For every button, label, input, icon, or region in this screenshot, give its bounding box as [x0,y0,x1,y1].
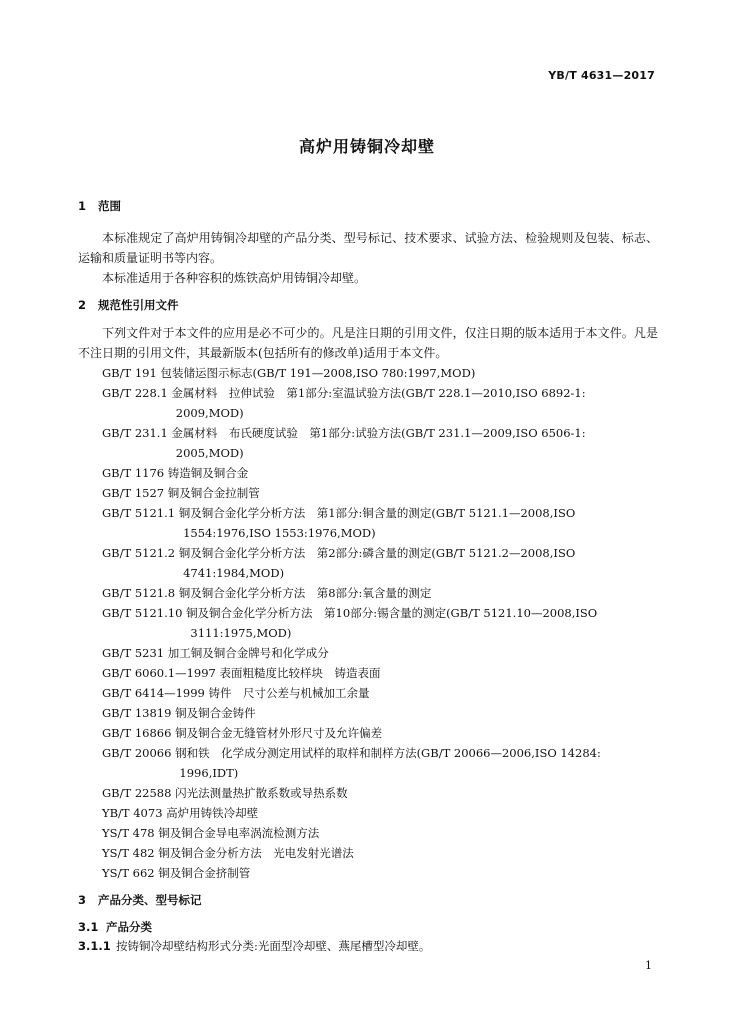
reference-code: GB/T 5121.2 [102,546,176,560]
section-number: 1 [78,199,87,213]
references-intro: 下列文件对于本文件的应用是必不可少的。凡是注日期的引用文件，仅注日期的版本适用于本文件。凡是不注日期的引用文件，其最新版本(包括所有的修改单)适用于本文件。 [78,326,658,360]
clause-3-1-1 [78,937,658,956]
page-number: 1 [645,959,652,972]
reference-title: 高炉用铸铁冷却壁 [166,806,259,820]
section-title: 产品分类、型号标记 [98,893,202,907]
reference-code: GB/T 13819 [102,706,172,720]
section-number: 3 [78,893,87,907]
reference-item [78,423,658,463]
reference-code: YB/T 4073 [102,806,163,820]
reference-title: 铜及铜合金导电率涡流检测方法 [158,826,320,840]
reference-title: 铜及铜合金化学分析方法 第10部分:锡含量的测定(GB/T 5121.10—2008,ISO [186,606,598,620]
section-3-1-heading [78,918,658,937]
document-body [78,197,658,956]
reference-code: GB/T 20066 [102,746,172,760]
reference-code: YS/T 662 [102,866,155,880]
reference-code: GB/T 5121.10 [102,606,183,620]
reference-code: GB/T 5231 [102,646,165,660]
reference-code: GB/T 1527 [102,486,165,500]
standard-number: YB/T 4631—2017 [548,69,655,82]
reference-item [78,743,658,783]
scope-paragraph-1: 本标准规定了高炉用铸铜冷却壁的产品分类、型号标记、技术要求、试验方法、检验规则及包装、标志、运输和质量证明书等内容。 [78,231,658,265]
reference-item [78,723,658,743]
reference-code: GB/T 1176 [102,466,165,480]
reference-continuation: 2005,MOD) [175,446,244,460]
reference-code: GB/T 16866 [102,726,172,740]
reference-item [78,863,658,883]
reference-title: 钢和铁 化学成分测定用试样的取样和制样方法(GB/T 20066—2006,ISO 14284: [175,746,601,760]
reference-title: 铜及铜合金挤制管 [158,866,251,880]
reference-title: 闪光法测量热扩散系数或导热系数 [175,786,348,800]
reference-title: 表面粗糙度比较样块 铸造表面 [219,666,381,680]
clause-number: 3.1.1 [78,939,111,953]
reference-continuation: 3111:1975,MOD) [190,626,292,640]
reference-title: 铜及铜合金化学分析方法 第8部分:氧含量的测定 [178,586,432,600]
section-title: 范围 [98,199,121,213]
reference-code: GB/T 228.1 [102,386,168,400]
clause-text: 按铸铜冷却壁结构形式分类:光面型冷却壁、燕尾槽型冷却壁。 [116,939,431,953]
reference-code: YS/T 478 [102,826,155,840]
reference-code: GB/T 22588 [102,786,172,800]
section-title: 规范性引用文件 [98,298,179,312]
reference-item [78,543,658,583]
reference-item [78,503,658,543]
reference-item [78,383,658,423]
reference-code: GB/T 6060.1—1997 [102,666,216,680]
section-number: 2 [78,298,87,312]
reference-item [78,703,658,723]
section-title: 产品分类 [106,920,152,934]
reference-title: 铜及铜合金分析方法 光电发射光谱法 [158,846,354,860]
reference-item [78,463,658,483]
section-3-heading [78,891,658,910]
reference-item [78,843,658,863]
reference-title: 铜及铜合金化学分析方法 第1部分:铜含量的测定(GB/T 5121.1—2008,ISO [178,506,576,520]
reference-title: 包装储运图示标志(GB/T 191—2008,ISO 780:1997,MOD) [160,366,476,380]
reference-continuation: 1996,IDT) [179,766,239,780]
section-1-heading [78,197,658,216]
reference-title: 铸件 尺寸公差与机械加工余量 [208,686,370,700]
reference-title: 铜及铜合金无缝管材外形尺寸及允许偏差 [175,726,383,740]
reference-code: GB/T 6414—1999 [102,686,205,700]
reference-item [78,483,658,503]
reference-item [78,783,658,803]
reference-continuation: 4741:1984,MOD) [183,566,285,580]
reference-continuation: 2009,MOD) [175,406,244,420]
reference-code: GB/T 5121.1 [102,506,176,520]
reference-title: 金属材料 拉伸试验 第1部分:室温试验方法(GB/T 228.1—2010,ISO 6892-1: [171,386,586,400]
reference-list [78,363,658,883]
section-number: 3.1 [78,920,99,934]
reference-continuation: 1554:1976,ISO 1553:1976,MOD) [183,526,376,540]
reference-item [78,663,658,683]
section-2-heading [78,296,658,315]
reference-title: 金属材料 布氏硬度试验 第1部分:试验方法(GB/T 231.1—2009,ISO 6506-1: [171,426,586,440]
document-title: 高炉用铸铜冷却壁 [298,137,435,156]
reference-item [78,683,658,703]
reference-title: 铸造铜及铜合金 [167,466,249,480]
reference-item [78,603,658,643]
reference-title: 铜及铜合金拉制管 [167,486,260,500]
reference-title: 加工铜及铜合金牌号和化学成分 [167,646,329,660]
reference-code: GB/T 191 [102,366,157,380]
reference-code: YS/T 482 [102,846,155,860]
reference-item [78,823,658,843]
reference-code: GB/T 5121.8 [102,586,176,600]
reference-title: 铜及铜合金铸件 [175,706,256,720]
reference-item [78,643,658,663]
scope-paragraph-2: 本标准适用于各种容积的炼铁高炉用铸铜冷却壁。 [102,271,367,285]
reference-title: 铜及铜合金化学分析方法 第2部分:磷含量的测定(GB/T 5121.2—2008,ISO [178,546,576,560]
reference-item [78,583,658,603]
reference-item [78,803,658,823]
reference-item [78,363,658,383]
reference-code: GB/T 231.1 [102,426,168,440]
